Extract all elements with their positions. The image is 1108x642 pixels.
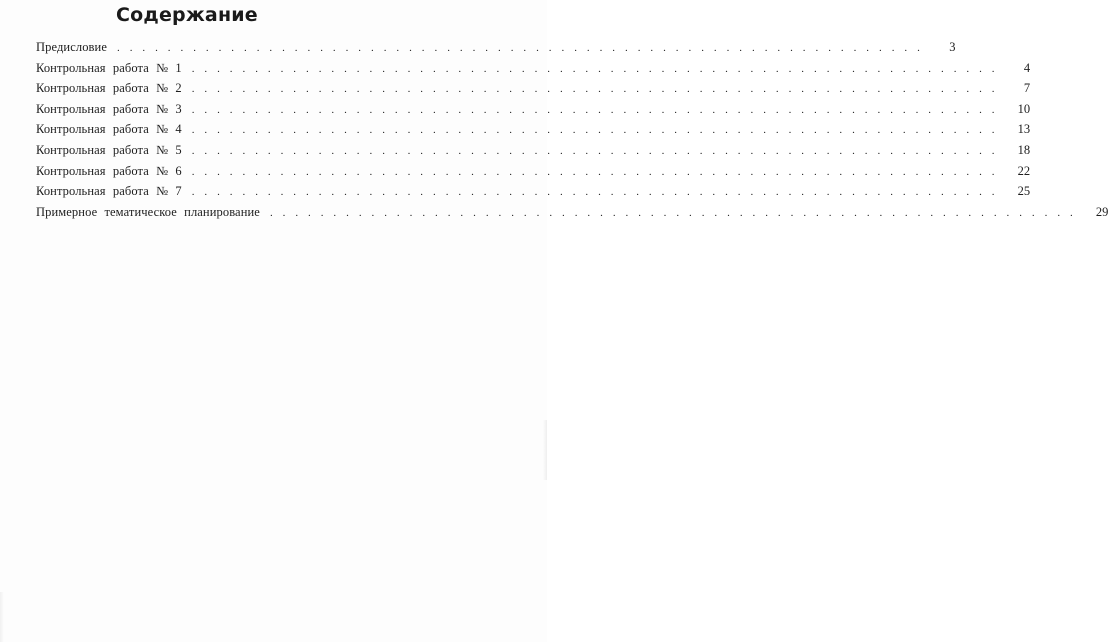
toc-entry-test-2 xyxy=(36,81,1031,102)
toc-entry-test-1 xyxy=(36,60,1031,82)
dot-leader: . . . . . . . . . . . . . . . . . . . . . . . . . . . . . . . . . . . . . . . . . . . . . . . . . . . . . . . . . . . . . . . . xyxy=(191,186,999,199)
scan-shadow xyxy=(543,420,547,480)
dot-leader: . . . . . . . . . . . . . . . . . . . . . . . . . . . . . . . . . . . . . . . . . . . . . . . . . . . . . . . . . . . . . . . . xyxy=(191,124,999,137)
dot-leader: . . . . . . . . . . . . . . . . . . . . . . . . . . . . . . . . . . . . . . . . . . . . . . . . . . . . . . . . . . . . . . . . xyxy=(191,144,999,157)
toc-entry-page: 4 xyxy=(1023,60,1031,75)
toc-entry-page: 7 xyxy=(1023,81,1031,96)
toc-entry-page: 10 xyxy=(1017,101,1031,116)
toc-entry-test-4 xyxy=(36,122,1031,143)
dot-leader: . . . . . . . . . . . . . . . . . . . . . . . . . . . . . . . . . . . . . . . . . . . . . . . . . . . . . . . . . . . . . . . . xyxy=(117,42,924,54)
toc-entry-label: Контрольная работа № 5 xyxy=(36,142,182,157)
page-title: Содержание xyxy=(116,4,258,26)
dot-leader: . . . . . . . . . . . . . . . . . . . . . . . . . . . . . . . . . . . . . . . . . . . . . . . . . . . . . . . . . . . . . . . . xyxy=(269,206,1077,219)
toc-entry-label: Контрольная работа № 3 xyxy=(36,101,182,116)
toc-entry-label: Контрольная работа № 1 xyxy=(36,60,182,75)
dot-leader: . . . . . . . . . . . . . . . . . . . . . . . . . . . . . . . . . . . . . . . . . . . . . . . . . . . . . . . . . . . . . . . . xyxy=(191,103,999,116)
toc-entry-label: Предисловие xyxy=(36,40,107,54)
toc-entry-test-3 xyxy=(36,101,1031,123)
toc-entry-label: Контрольная работа № 4 xyxy=(36,122,182,137)
toc-entry-page: 3 xyxy=(949,40,956,54)
toc-entry-page: 18 xyxy=(1017,142,1031,157)
toc-entry-label: Контрольная работа № 7 xyxy=(36,184,182,199)
scan-shadow xyxy=(0,592,4,642)
toc-entry-page: 29 xyxy=(1095,204,1108,219)
toc-entry-label: Контрольная работа № 6 xyxy=(36,163,182,178)
toc-entry-label: Контрольная работа № 2 xyxy=(36,81,182,96)
toc-entry-page: 13 xyxy=(1017,122,1031,137)
toc-entry-test-6 xyxy=(36,163,1031,185)
toc-entry-label: Примерное тематическое планирование xyxy=(36,204,260,219)
table-of-contents xyxy=(36,40,1108,225)
toc-entry-test-5 xyxy=(36,142,1031,164)
dot-leader: . . . . . . . . . . . . . . . . . . . . . . . . . . . . . . . . . . . . . . . . . . . . . . . . . . . . . . . . . . . . . . . . xyxy=(191,62,999,75)
toc-entry-thematic-planning xyxy=(36,204,1108,226)
dot-leader: . . . . . . . . . . . . . . . . . . . . . . . . . . . . . . . . . . . . . . . . . . . . . . . . . . . . . . . . . . . . . . . . xyxy=(191,165,999,178)
toc-entry-page: 25 xyxy=(1017,184,1031,199)
toc-entry-page: 22 xyxy=(1017,163,1031,178)
toc-entry-test-7 xyxy=(36,184,1031,205)
toc-entry-preface xyxy=(36,40,956,61)
dot-leader: . . . . . . . . . . . . . . . . . . . . . . . . . . . . . . . . . . . . . . . . . . . . . . . . . . . . . . . . . . . . . . . . xyxy=(191,83,999,96)
